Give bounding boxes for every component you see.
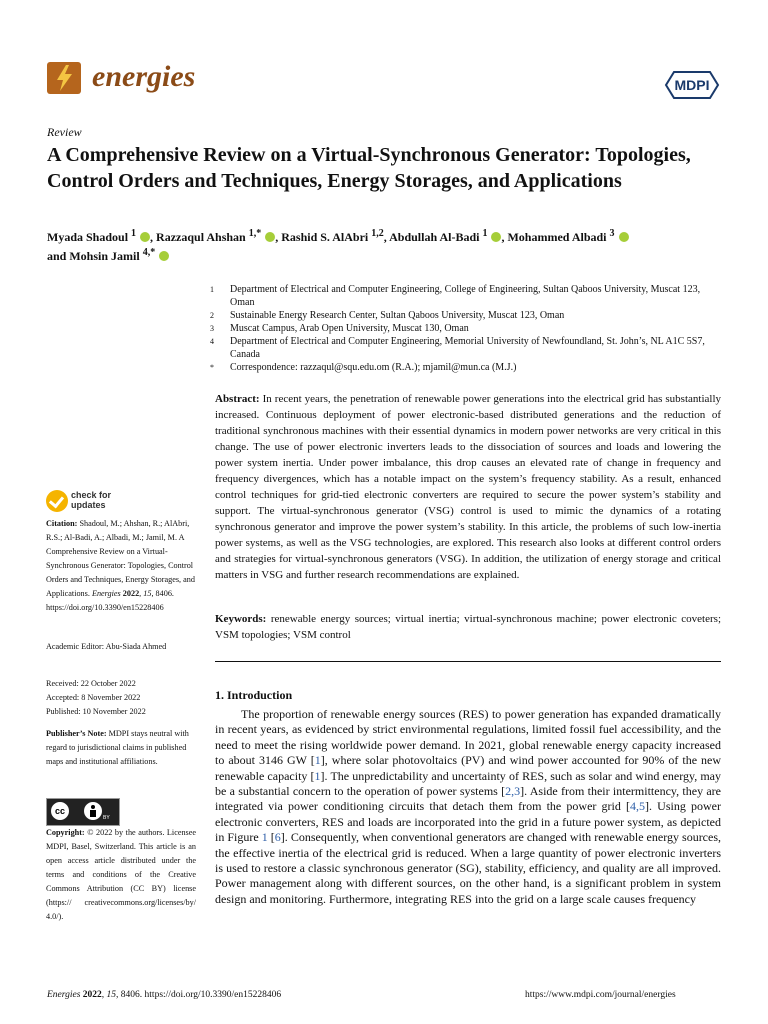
citation-label: Citation: <box>46 519 78 528</box>
correspondence[interactable] <box>210 361 720 374</box>
affiliation-number: 3 <box>210 324 214 333</box>
section-heading: 1. Introduction <box>215 688 293 702</box>
attribution-person-icon <box>83 801 103 821</box>
orcid-icon[interactable] <box>265 232 275 242</box>
intro-text: [ <box>267 830 275 845</box>
introduction-body <box>215 707 721 907</box>
citation-link[interactable]: 6 <box>274 830 281 845</box>
journal-logo-icon <box>47 62 81 94</box>
intro-text: ]. Using power electronic converters, RES and loads are incorporated into the grid in a future power system, as depicted in Figure <box>215 799 721 845</box>
article-type: Review <box>47 125 82 139</box>
author-affil-sup: 1 <box>131 228 137 239</box>
affiliation-number: 4 <box>210 337 214 346</box>
citation-link[interactable]: 4,5 <box>630 799 646 814</box>
affiliation-item <box>210 283 720 309</box>
orcid-icon[interactable] <box>491 232 501 242</box>
accepted-date: Accepted: 8 November 2022 <box>46 693 141 702</box>
citation-year: 2022 <box>122 589 140 598</box>
author-affil-sup: 1,2 <box>371 228 384 239</box>
citation-text: Shadoul, M.; Ahshan, R.; AlAbri, R.S.; Al-Badi, A.; Albadi, M.; Jamil, M. A Comprehensive Review on a Virtual-Synchronous Generator: Topologies, Control Orders and Techniques, Energy Storages, and Applications. <box>46 519 195 598</box>
affiliation-number: 1 <box>210 285 214 294</box>
affiliation-number: * <box>210 363 214 372</box>
author-affil-sup: 3 <box>609 228 615 239</box>
intro-text: ], where solar photovoltaics (PV) and wind power accounted for 90% of the new renewable capacity [ <box>215 753 722 783</box>
intro-paragraph <box>215 707 721 907</box>
footer-citation: Energies 2022, 15, 8406. https://doi.org/10.3390/en15228406 <box>47 990 282 1000</box>
received-date: Received: 22 October 2022 <box>46 679 136 688</box>
publisher-note <box>46 727 196 769</box>
footer-doi[interactable]: , 8406. https://doi.org/10.3390/en15228406 <box>116 990 282 1000</box>
intro-text: The proportion of renewable energy sources (RES) to power generation has expanded dramatically in recent years, as evidenced by strict environmental regulations, limited fossil fuel accessibility, and the need to meet the rising worldwide power demand. In 2021, global renewable energy capacity increased to about 3146 GW [ <box>215 707 721 768</box>
citation-journal: Energies <box>91 589 121 598</box>
keywords <box>215 611 721 643</box>
orcid-icon[interactable] <box>140 232 150 242</box>
cc-by-label: BY <box>103 815 110 821</box>
orcid-icon[interactable] <box>619 232 629 242</box>
affiliation-text: Muscat Campus, Arab Open University, Muscat 130, Oman <box>230 323 469 334</box>
journal-name[interactable]: energies <box>92 60 196 93</box>
citation-link[interactable]: 1 <box>314 753 321 768</box>
publisher-note-text: MDPI stays neutral with regard to jurisdictional claims in published maps and institutional affiliations. <box>46 729 189 766</box>
abstract-text: In recent years, the penetration of renewable power generations into the electrical grid has substantially increased. Continuous deployment of power electronic-based distributed generations and the reduction of traditional synchronous machines with their essential dynamics in modern power networks are very critical in this change. The use of power electronic inverters leads to the dissociation of sources and loads and lowering the power system inertia. Under power imbalance, this drop causes an elevated rate of change in frequency and frequency divergences, which has a notable impact on the system’s frequency stability. As a result, enhanced control techniques for grid-tied electronic converters are required to secure the power system’s stability and support. The virtual-synchronous generator (VSG) control is used to mimic the dynamics of a rotating synchronous generator and improve the power system’s stability. In this article, the problems of such low-inertia power systems, as well as the VSG technologies, are explored. This research also looks at different control orders and strategies for virtual-synchronous generators (VSG). In addition, the utilization of energy storage and critical matters in VSG and further research recommendations are explained. <box>215 393 722 581</box>
affiliation-number: 2 <box>210 311 214 320</box>
copyright <box>46 826 196 924</box>
citation-block: Citation: Shadoul, M.; Ahshan, R.; AlAbri, R.S.; Al-Badi, A.; Albadi, M.; Jamil, M. A Comprehensive Review on a Virtual-Synchronous Generator: Topologies, Control Orders and Techniques, Energy Storages, and Applications. Energies 2022, 15, 8406. https://doi.org/10.3390/en15228406 <box>46 519 195 612</box>
author-affil-sup: 4,* <box>142 247 156 258</box>
article-title: A Comprehensive Review on a Virtual-Synchronous Generator: Topologies, Control Orders and Techniques, Energy Storages, and Applications <box>47 144 691 192</box>
author-name[interactable]: Abdullah Al-Badi <box>389 230 480 244</box>
publisher-note-label: Publisher’s Note: <box>46 729 107 738</box>
copyright-label: Copyright: <box>46 828 85 837</box>
affiliation-text: Department of Electrical and Computer Engineering, College of Engineering, Sultan Qaboos University, Muscat 123, Oman <box>230 284 701 308</box>
affiliation-text: Department of Electrical and Computer Engineering, Memorial University of Newfoundland, St. John’s, NL A1C 5S7, Canada <box>230 336 705 360</box>
orcid-icon[interactable] <box>159 251 169 261</box>
intro-text: ]. The unpredictability and uncertainty of RES, such as solar and wind energy, may be a substantial concern to the operation of power systems [ <box>215 768 721 799</box>
footer-volume: 15 <box>106 990 117 1000</box>
author-name[interactable]: Mohammed Albadi <box>507 230 607 244</box>
affiliation-text: Sustainable Energy Research Center, Sultan Qaboos University, Muscat 123, Oman <box>230 310 565 321</box>
author-list: Myada Shadoul $^1$ , Razzaqul Ahshan $^{1,*}$ , Rashid S. AlAbri $^{1,2}$, Abdullah Al-Badi $^1$ , Mohammed Albadi $^3$ and Mohsin Jamil $^{4,*}$ <box>47 226 727 264</box>
author-name[interactable]: Mohsin Jamil <box>69 249 140 263</box>
affiliation-item <box>210 322 720 335</box>
check-for-updates-button[interactable] <box>46 490 116 514</box>
affiliation-item <box>210 309 720 322</box>
author-name[interactable]: Rashid S. AlAbri <box>281 230 369 244</box>
cc-icon: cc <box>50 801 70 821</box>
keywords-label: Keywords: <box>215 613 267 625</box>
intro-text: ]. Aside from their intermittency, they are integrated via power conditioning circuits that detach them from the power grid [ <box>215 784 722 814</box>
affiliations <box>210 283 720 374</box>
mdpi-logo[interactable] <box>664 70 720 100</box>
footer-journal-url[interactable]: https://www.mdpi.com/journal/energies <box>525 990 676 1000</box>
mdpi-logo-text: MDPI <box>674 77 710 93</box>
keywords-text: renewable energy sources; virtual inertia; virtual-synchronous machine; power electronic coveters; VSM topologies; VSM control <box>215 613 721 641</box>
footer-journal: Energies <box>47 990 81 1000</box>
check-icon <box>46 490 68 512</box>
correspondence-text[interactable]: Correspondence: razzaqul@squ.edu.om (R.A.); mjamil@mun.ca (M.J.) <box>230 362 517 373</box>
affiliation-item <box>210 335 720 361</box>
author-affil-sup: 1,* <box>248 228 262 239</box>
citation-doi[interactable]: , 8406. https://doi.org/10.3390/en15228406 <box>46 589 174 612</box>
copyright-text: © 2022 by the authors. Licensee MDPI, Basel, Switzerland. This article is an open access article distributed under the terms and conditions of the Creative Commons Attribution (CC BY) license (https:// creativecommons.org/licenses/by/ 4.0/). <box>46 828 197 921</box>
figure-link[interactable]: 1 <box>261 830 268 845</box>
author-name[interactable]: Myada Shadoul <box>47 230 129 244</box>
cc-license-badge[interactable] <box>46 798 120 826</box>
check-for-updates-label: check for updates <box>71 490 112 510</box>
article-dates <box>46 677 196 719</box>
citation-volume: 15 <box>143 589 152 598</box>
footer-year: 2022 <box>82 990 102 1000</box>
academic-editor: Academic Editor: Abu-Siada Ahmed <box>46 642 167 651</box>
citation-link[interactable]: 1 <box>314 768 321 783</box>
section-divider <box>215 661 721 662</box>
author-affil-sup: 1 <box>482 228 488 239</box>
abstract <box>215 391 721 583</box>
published-date: Published: 10 November 2022 <box>46 707 146 716</box>
author-name[interactable]: Razzaqul Ahshan <box>156 230 246 244</box>
abstract-label: Abstract: <box>215 393 260 405</box>
intro-text: ]. Consequently, when conventional generators are changed with renewable energy sources, the effective inertia of the electrical grid is reduced. When a large quantity of power electronic inverters is used to restore a classic synchronous generator (SG), stability, efficiency, and quality are all improved. Power management along with different sources, on the other hand, is a significant problem in system design and monitoring. Furthermore, integrating RES into the grid on a large scale causes frequency <box>215 830 722 906</box>
citation-link[interactable]: 2,3 <box>505 784 521 799</box>
